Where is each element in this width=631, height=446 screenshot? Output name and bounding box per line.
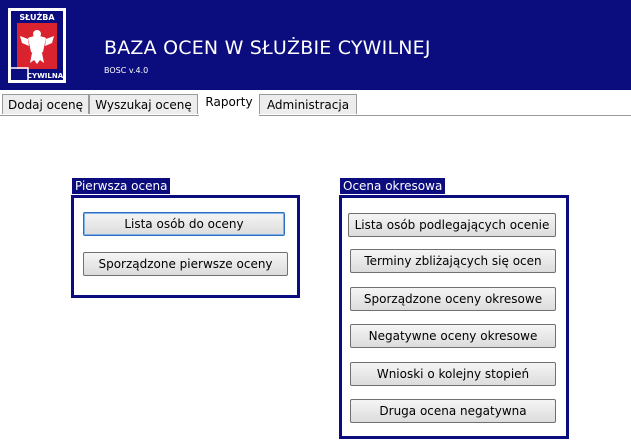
group-label-pierwsza-ocena: Pierwsza ocena (72, 178, 170, 194)
sporzadzone-pierwsze-oceny-button[interactable]: Sporządzone pierwsze oceny (83, 252, 288, 276)
logo-bottom-text: CYWILNA (26, 72, 64, 80)
app-version: BOSC v.4.0 (104, 66, 149, 75)
lista-osob-podlegajacych-ocenie-button[interactable]: Lista osób podlegających ocenie (348, 213, 556, 237)
app-title: BAZA OCEN W SŁUŻBIE CYWILNEJ (104, 37, 431, 59)
tab-dodaj-ocene[interactable]: Dodaj ocenę (2, 94, 89, 114)
tab-strip-divider (0, 115, 631, 116)
sluzba-cywilna-logo (8, 8, 66, 83)
tab-administracja[interactable]: Administracja (259, 94, 357, 114)
app-header (0, 0, 631, 90)
logo-top-text: SŁUŻBA (19, 13, 55, 22)
terminy-zblizajacych-sie-ocen-button[interactable]: Terminy zbliżających się ocen (350, 249, 556, 273)
lista-osob-do-oceny-button[interactable]: Lista osób do oceny (83, 212, 285, 236)
group-label-ocena-okresowa: Ocena okresowa (340, 178, 445, 194)
negatywne-oceny-okresowe-button[interactable]: Negatywne oceny okresowe (350, 324, 556, 348)
group-box-pierwsza-ocena (71, 195, 300, 298)
tab-raporty[interactable]: Raporty (199, 92, 259, 116)
druga-ocena-negatywna-button[interactable]: Druga ocena negatywna (350, 399, 556, 423)
wnioski-o-kolejny-stopien-button[interactable]: Wnioski o kolejny stopień (350, 362, 556, 386)
tab-wyszukaj-ocene[interactable]: Wyszukaj ocenę (89, 94, 198, 114)
sporzadzone-oceny-okresowe-button[interactable]: Sporządzone oceny okresowe (350, 287, 556, 311)
